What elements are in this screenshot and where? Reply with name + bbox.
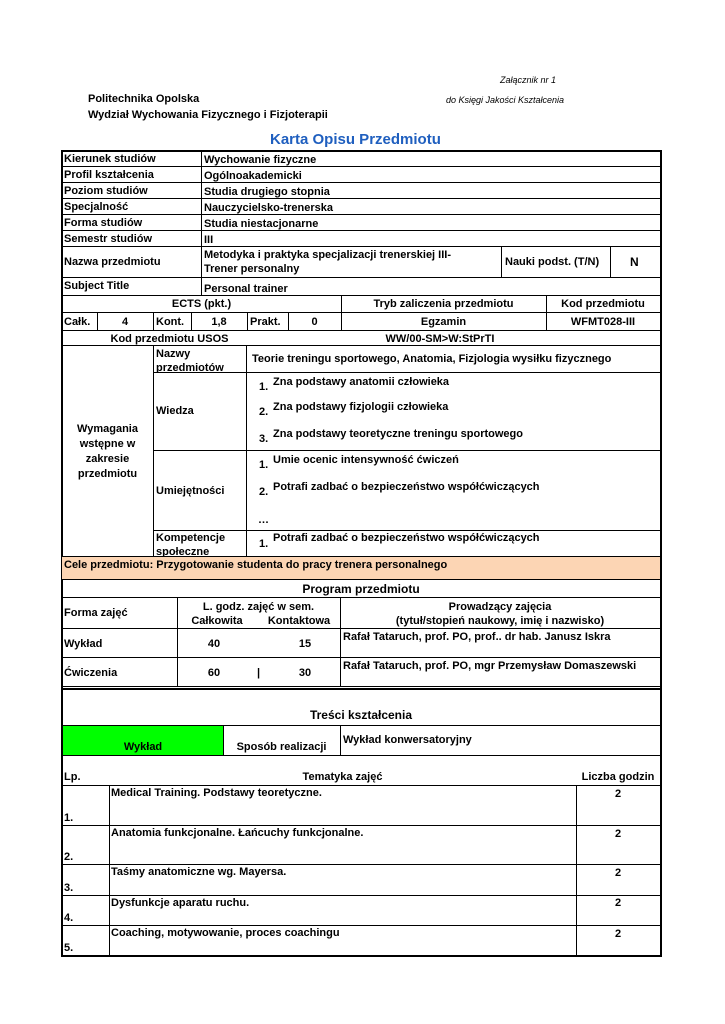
lp-header: Lp. <box>64 771 81 783</box>
info-label-kierunek: Kierunek studiów <box>64 153 156 165</box>
topic-lp: 4. <box>64 912 74 924</box>
grid-line <box>247 313 248 330</box>
nazwy-value: Teorie treningu sportowego, Anatomia, Fizjologia wysiłku fizycznego <box>252 353 612 365</box>
program-row-kont: 15 <box>298 638 312 650</box>
grid-line <box>62 214 660 215</box>
nauki-value: N <box>630 255 639 269</box>
umiej-item-2: Potrafi zadbać o bezpieczeństwo współćwiczących <box>273 481 540 493</box>
grid-line <box>62 295 660 296</box>
grid-line <box>62 825 660 826</box>
grid-line <box>610 247 611 277</box>
kont-label: Kont. <box>156 316 185 328</box>
kod-value: WFMT028-III <box>570 316 636 328</box>
program-row-separator: | <box>257 667 261 679</box>
grid-line <box>62 182 660 183</box>
subject-name-line1: Metodyka i praktyka specjalizacji trenerskiej III- <box>204 249 452 261</box>
topic-hours: 2 <box>614 867 622 879</box>
faculty-name: Wydział Wychowania Fizycznego i Fizjoterapii <box>88 109 328 121</box>
calkowita-label: Całkowita <box>191 615 243 627</box>
grid-line <box>62 330 660 331</box>
topic-hours: 2 <box>614 788 622 800</box>
komp-num-1: 1. <box>259 538 269 550</box>
grid-line <box>61 688 662 690</box>
program-row-forma: Wykład <box>64 638 103 650</box>
frame-top <box>61 150 662 152</box>
topic-lp: 1. <box>64 812 74 824</box>
annex-label: Załącznik nr 1 <box>500 75 557 85</box>
prow-label-l2: (tytuł/stopień naukowy, imię i nazwisko) <box>395 615 605 627</box>
program-row-prow: Rafał Tataruch, prof. PO, mgr Przemysław Domaszewski <box>343 660 637 672</box>
subject-title-value: Personal trainer <box>204 283 288 295</box>
tryb-value: Egzamin <box>420 316 467 328</box>
grid-line <box>153 313 154 330</box>
wiedza-label: Wiedza <box>156 405 194 417</box>
topic-lp: 2. <box>64 851 74 863</box>
frame-right <box>660 150 662 956</box>
ects-header: ECTS (pkt.) <box>171 298 232 310</box>
info-value-profil: Ogólnoakademicki <box>204 170 302 182</box>
req-label-l1: Wymagania <box>77 423 138 435</box>
godz-label: L. godz. zajęć w sem. <box>202 601 315 613</box>
subject-title-label: Subject Title <box>64 280 130 292</box>
req-label-l2: wstępne w <box>79 438 136 450</box>
liczba-header: Liczba godzin <box>581 771 655 783</box>
grid-line <box>153 450 660 451</box>
program-row-calk: 40 <box>207 638 221 650</box>
topic-text: Dysfunkcje aparatu ruchu. <box>111 897 250 909</box>
topic-text: Medical Training. Podstawy teoretyczne. <box>111 787 322 799</box>
program-row-kont: 30 <box>298 667 312 679</box>
req-label-l4: przedmiotu <box>77 468 138 480</box>
komp-item-1: Potrafi zadbać o bezpieczeństwo współćwiczących <box>273 532 540 544</box>
info-value-forma: Studia niestacjonarne <box>204 218 319 230</box>
prakt-value: 0 <box>311 316 318 328</box>
info-value-semestr: III <box>204 234 214 246</box>
umiej-num-2: 2. <box>259 486 269 498</box>
grid-line <box>340 726 341 755</box>
grid-line <box>501 247 502 277</box>
wiedza-item-2: Zna podstawy fizjologii człowieka <box>273 401 449 413</box>
topic-text: Anatomia funkcjonalne. Łańcuchy funkcjonalne. <box>111 827 364 839</box>
grid-line <box>62 246 660 247</box>
program-row-forma: Ćwiczenia <box>64 667 118 679</box>
program-row-prow: Rafał Tataruch, prof. PO, prof.. dr hab. Janusz Iskra <box>343 631 611 643</box>
wiedza-num-1: 1. <box>259 381 269 393</box>
grid-line <box>62 895 660 896</box>
calk-label: Całk. <box>64 316 91 328</box>
annex-sub-label: do Księgi Jakości Kształcenia <box>446 95 565 105</box>
grid-line <box>62 345 660 346</box>
grid-line <box>153 372 660 373</box>
tresci-title: Treści kształcenia <box>309 708 413 722</box>
tresci-wyklad-label: Wykład <box>123 741 163 753</box>
topic-text: Coaching, motywowanie, proces coachingu <box>111 927 340 939</box>
komp-label-l1: Kompetencje <box>156 532 226 544</box>
grid-line <box>62 166 660 167</box>
tryb-header: Tryb zaliczenia przedmiotu <box>373 298 514 310</box>
usos-value: WW/00-SM>W:StPrTI <box>385 333 495 345</box>
program-title: Program przedmiotu <box>302 582 420 596</box>
info-value-specjalnosc: Nauczycielsko-trenerska <box>204 202 334 214</box>
wiedza-item-1: Zna podstawy anatomii człowieka <box>273 376 450 388</box>
info-label-semestr: Semestr studiów <box>64 233 153 245</box>
grid-line <box>62 925 660 926</box>
umiej-label: Umiejętności <box>156 485 225 497</box>
grid-line <box>62 785 660 786</box>
program-row-calk: 60 <box>207 667 221 679</box>
wiedza-item-3: Zna podstawy teoretyczne treningu sportowego <box>273 428 523 440</box>
grid-line <box>62 579 660 580</box>
sposob-value: Wykład konwersatoryjny <box>343 734 472 746</box>
info-value-poziom: Studia drugiego stopnia <box>204 186 330 198</box>
topic-lp: 5. <box>64 942 74 954</box>
kod-header: Kod przedmiotu <box>561 298 645 310</box>
grid-line <box>246 346 247 556</box>
subject-name-label: Nazwa przedmiotu <box>64 256 161 268</box>
prow-label-l1: Prowadzący zajęcia <box>448 601 552 613</box>
topic-hours: 2 <box>614 928 622 940</box>
komp-label-l2: społeczne <box>156 546 210 556</box>
nazwy-label-l1: Nazwy <box>156 348 191 360</box>
grid-line <box>201 151 202 295</box>
req-label-l3: zakresie <box>85 453 130 465</box>
university-name: Politechnika Opolska <box>88 93 200 105</box>
topic-lp: 3. <box>64 882 74 894</box>
kontaktowa-label: Kontaktowa <box>267 615 331 627</box>
subject-name-line2: Trener personalny <box>204 263 300 275</box>
prakt-label: Prakt. <box>250 316 281 328</box>
topic-text: Taśmy anatomiczne wg. Mayersa. <box>111 866 287 878</box>
wiedza-num-2: 2. <box>259 406 269 418</box>
calk-value: 4 <box>121 316 129 328</box>
grid-line <box>62 864 660 865</box>
usos-label: Kod przedmiotu USOS <box>110 333 229 345</box>
kont-value: 1,8 <box>211 316 227 328</box>
info-label-specjalnosc: Specjalność <box>64 201 129 213</box>
umiej-num-1: 1. <box>259 459 269 471</box>
frame-left <box>61 150 63 956</box>
grid-line <box>62 597 660 598</box>
grid-line <box>62 230 660 231</box>
wiedza-num-3: 3. <box>259 433 269 445</box>
grid-line <box>62 198 660 199</box>
topic-hours: 2 <box>614 828 622 840</box>
tematyka-header: Tematyka zajęć <box>302 771 383 783</box>
grid-line <box>153 346 154 556</box>
grid-line <box>62 686 660 687</box>
komp-label-box <box>154 531 246 556</box>
grid-line <box>62 657 660 658</box>
grid-line <box>62 277 660 278</box>
topic-hours: 2 <box>614 897 622 909</box>
nauki-label: Nauki podst. (T/N) <box>505 256 600 268</box>
grid-line <box>62 628 660 629</box>
page-title: Karta Opisu Przedmiotu <box>270 131 441 148</box>
info-label-forma: Forma studiów <box>64 217 143 229</box>
grid-line <box>109 786 110 955</box>
forma-label: Forma zajęć <box>64 607 128 619</box>
grid-line <box>62 312 660 313</box>
info-label-profil: Profil kształcenia <box>64 169 154 181</box>
sposob-label: Sposób realizacji <box>236 741 327 753</box>
goals-text: Cele przedmiotu: Przygotowanie studenta do pracy trenera personalnego <box>64 559 448 571</box>
umiej-more: … <box>258 514 269 526</box>
grid-line <box>62 755 660 756</box>
info-value-kierunek: Wychowanie fizyczne <box>204 154 317 166</box>
nazwy-label-box <box>154 347 246 372</box>
info-label-poziom: Poziom studiów <box>64 185 148 197</box>
frame-bottom <box>61 955 662 957</box>
umiej-item-1: Umie ocenic intensywność ćwiczeń <box>273 454 459 466</box>
nazwy-label-l2: przedmiotów <box>156 362 224 372</box>
